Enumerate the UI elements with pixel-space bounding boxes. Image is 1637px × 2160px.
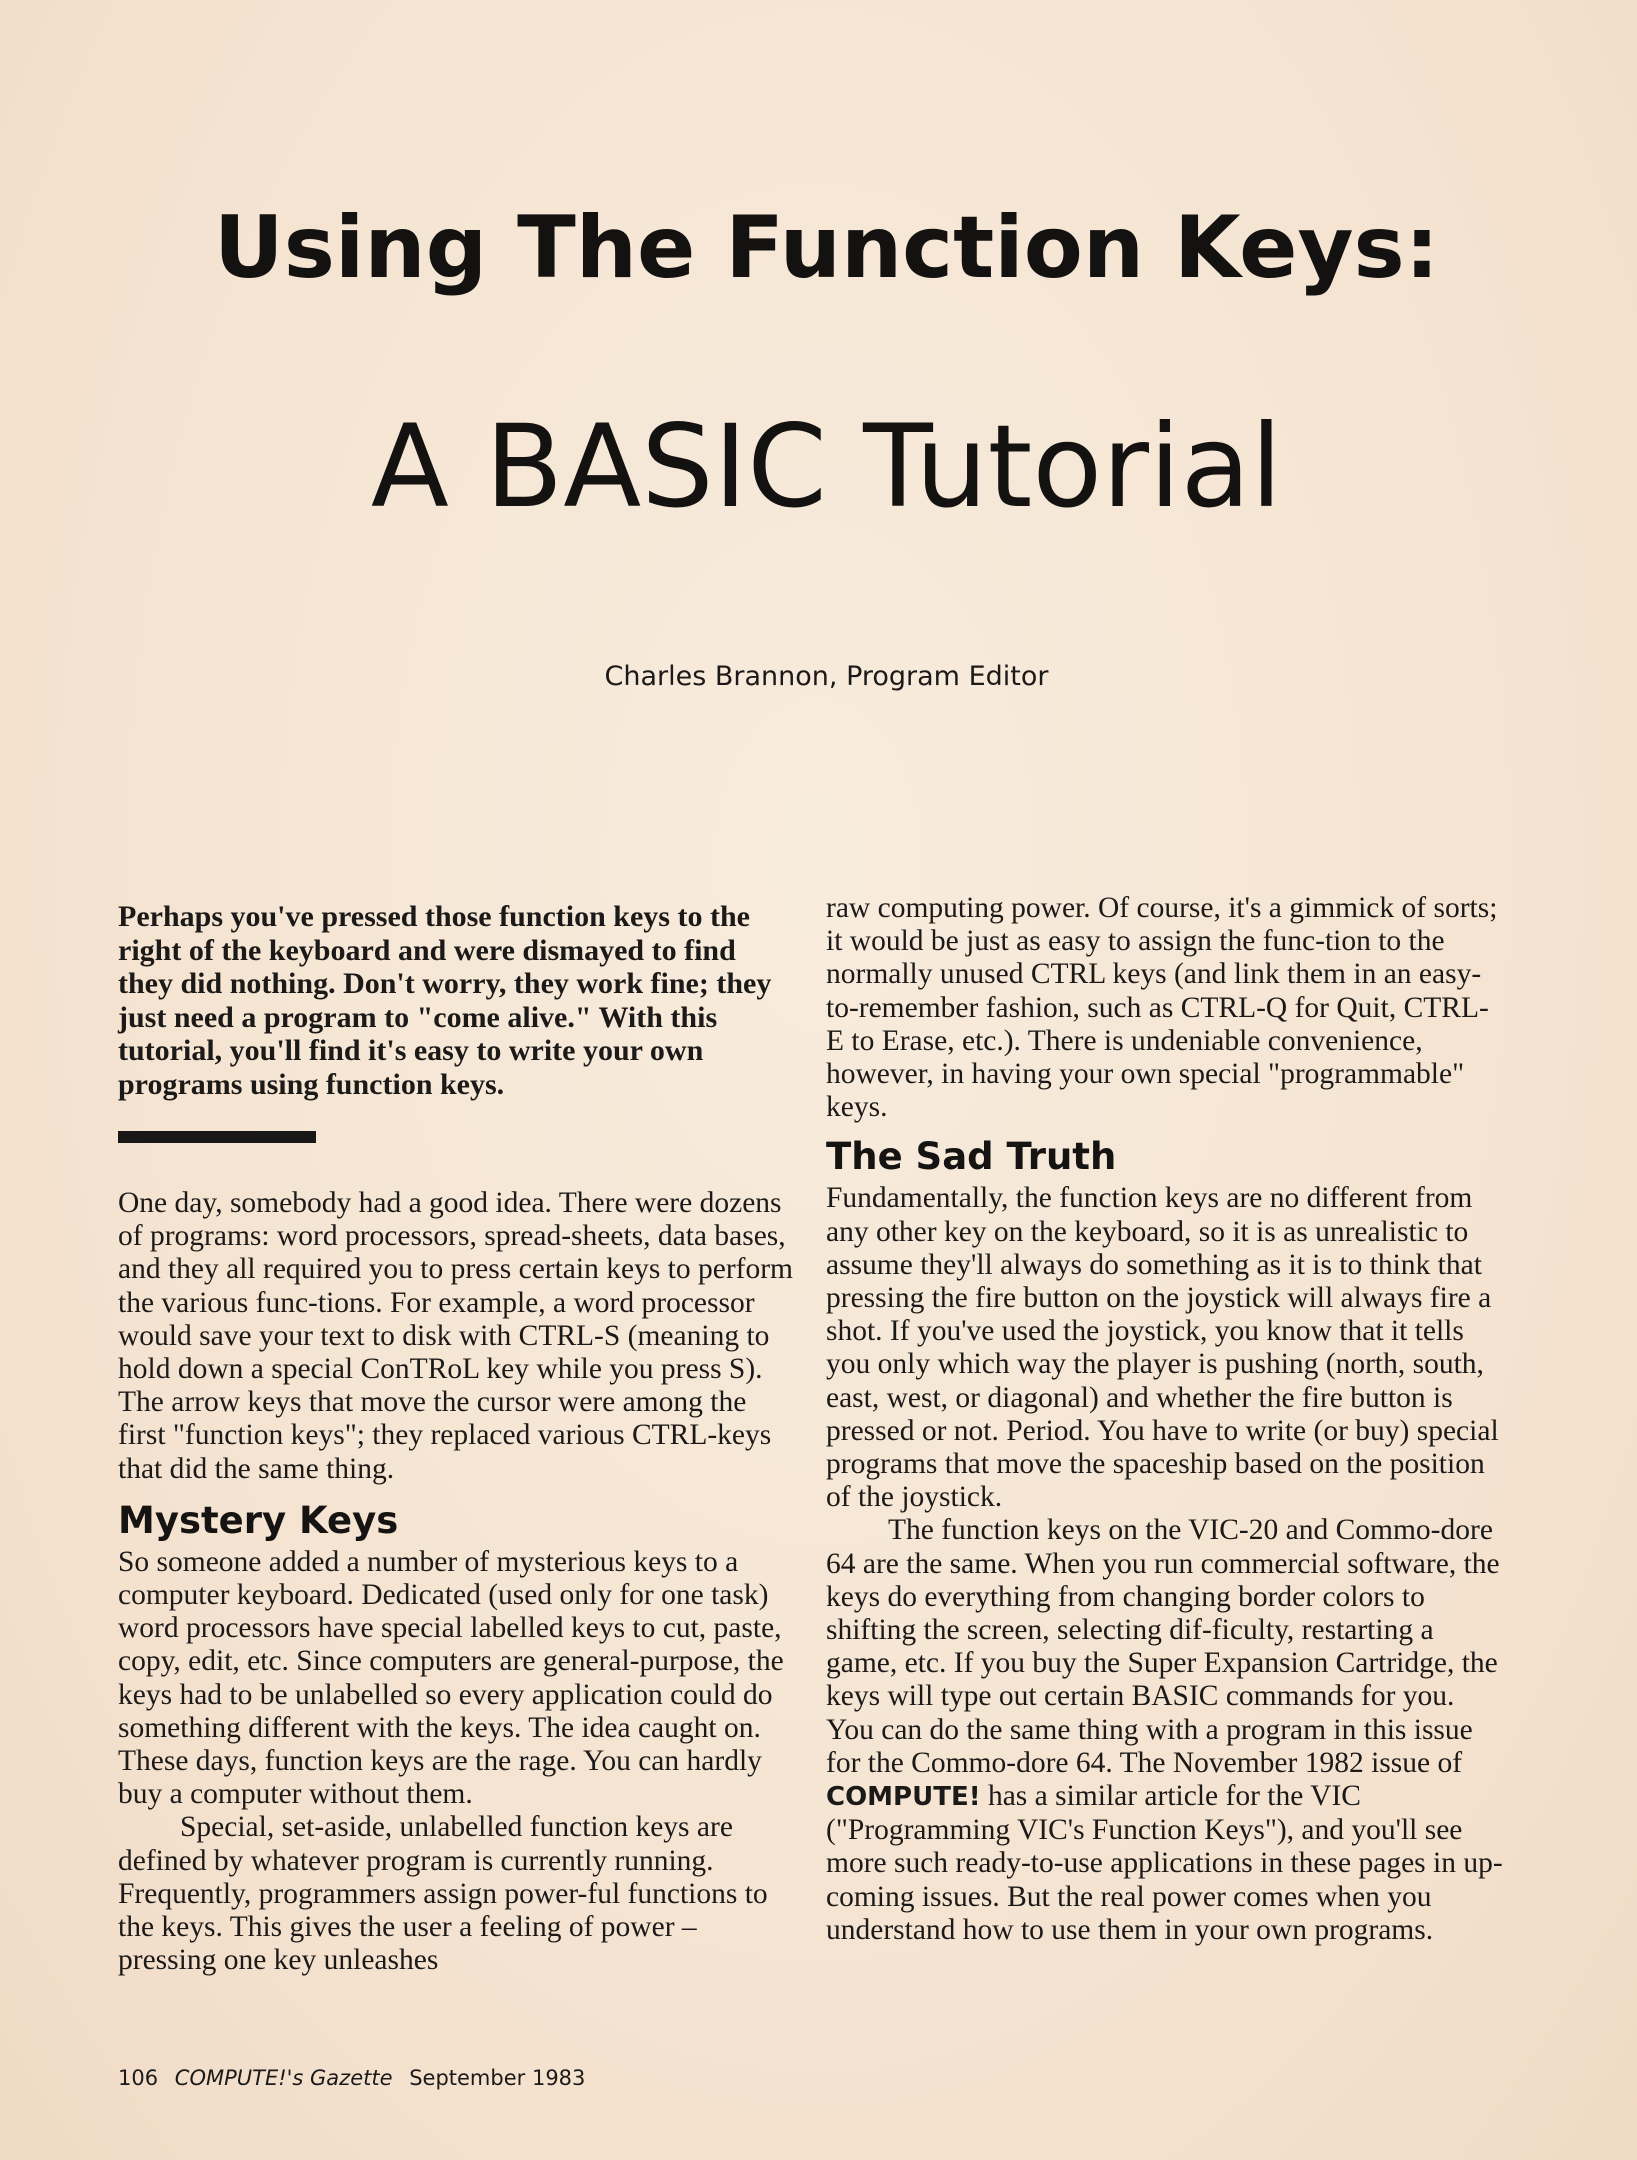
right-column xyxy=(826,892,1506,1947)
magazine-title: COMPUTE!'s Gazette xyxy=(174,2066,393,2090)
page-number: 106 xyxy=(118,2066,159,2090)
body-paragraph: One day, somebody had a good idea. There were dozens of programs: word processors, spread-sheets, data bases, and they all required you to press certain keys to perform the various func-tions. For example, a word processor would save your text to disk with CTRL-S (meaning to hold down a special ConTRoL key while you press S). The arrow keys that move the cursor were among the first "function keys"; they replaced various CTRL-keys that did the same thing. xyxy=(118,1187,793,1485)
paragraph-text: The function keys on the VIC-20 and Commo-dore 64 are the same. When you run commercial software, the keys do everything from changing border colors to shifting the screen, selecting dif-ficulty, restarting a game, etc. If you buy the Super Expansion Cartridge, the keys will type out certain BASIC commands for you. You can do the same thing with a program in this issue for the Commo-dore 64. The November 1982 issue of xyxy=(826,1514,1500,1779)
magazine-name: COMPUTE! xyxy=(826,1782,981,1813)
article-title: Using The Function Keys: xyxy=(213,198,1440,298)
article-subtitle: A BASIC Tutorial xyxy=(370,400,1283,533)
byline: Charles Brannon, Program Editor xyxy=(604,661,1049,692)
section-divider xyxy=(118,1131,316,1143)
body-paragraph xyxy=(826,1514,1506,1947)
body-paragraph: raw computing power. Of course, it's a gimmick of sorts; it would be just as easy to assign the func-tion to the normally unused CTRL keys (and link them in an easy-to-remember fashion, such as CTRL-Q for Quit, CTRL-E to Erase, etc.). There is undeniable convenience, however, in having your own special "programmable" keys. xyxy=(826,892,1498,1124)
section-heading-sad-truth: The Sad Truth xyxy=(826,1135,1117,1179)
issue-date: September 1983 xyxy=(409,2066,586,2090)
body-paragraph: So someone added a number of mysterious keys to a computer keyboard. Dedicated (used only for one task) word processors have special labelled keys to cut, paste, copy, edit, etc. Since computers are general-purpose, the keys had to be unlabelled so every application could do something different with the keys. The idea caught on. These days, function keys are the rage. You can hardly buy a computer without them. xyxy=(118,1545,784,1811)
section-heading-mystery-keys: Mystery Keys xyxy=(118,1498,399,1542)
body-paragraph: Fundamentally, the function keys are no different from any other key on the keyboard, so it is as unrealistic to assume they'll always do something as it is to think that pressing the fire button on the joystick will always fire a shot. If you've used the joystick, you know that it tells you only which way the player is pushing (north, south, east, west, or diagonal) and whether the fire button is pressed or not. Period. You have to write (or buy) special programs that move the spaceship based on the position of the joystick. xyxy=(826,1182,1499,1514)
paragraph-text: has a similar article for the VIC ("Programming VIC's Function Keys"), and you'll see more such ready-to-use applications in these pages in up-coming issues. But the real power comes when you understand how to use them in your own programs. xyxy=(826,1780,1503,1946)
left-column xyxy=(118,900,798,1977)
lead-paragraph: Perhaps you've pressed those function keys to the right of the keyboard and were dismayed to find they did nothing. Don't worry, they work fine; they just need a program to "come alive." With this tutorial, you'll find it's easy to write your own programs using function keys. xyxy=(118,900,772,1101)
body-paragraph: Special, set-aside, unlabelled function keys are defined by whatever program is currently running. Frequently, programmers assign power-ful functions to the keys. This gives the user a feeling of power – pressing one key unleashes xyxy=(118,1811,768,1977)
page-footer xyxy=(118,2066,595,2090)
